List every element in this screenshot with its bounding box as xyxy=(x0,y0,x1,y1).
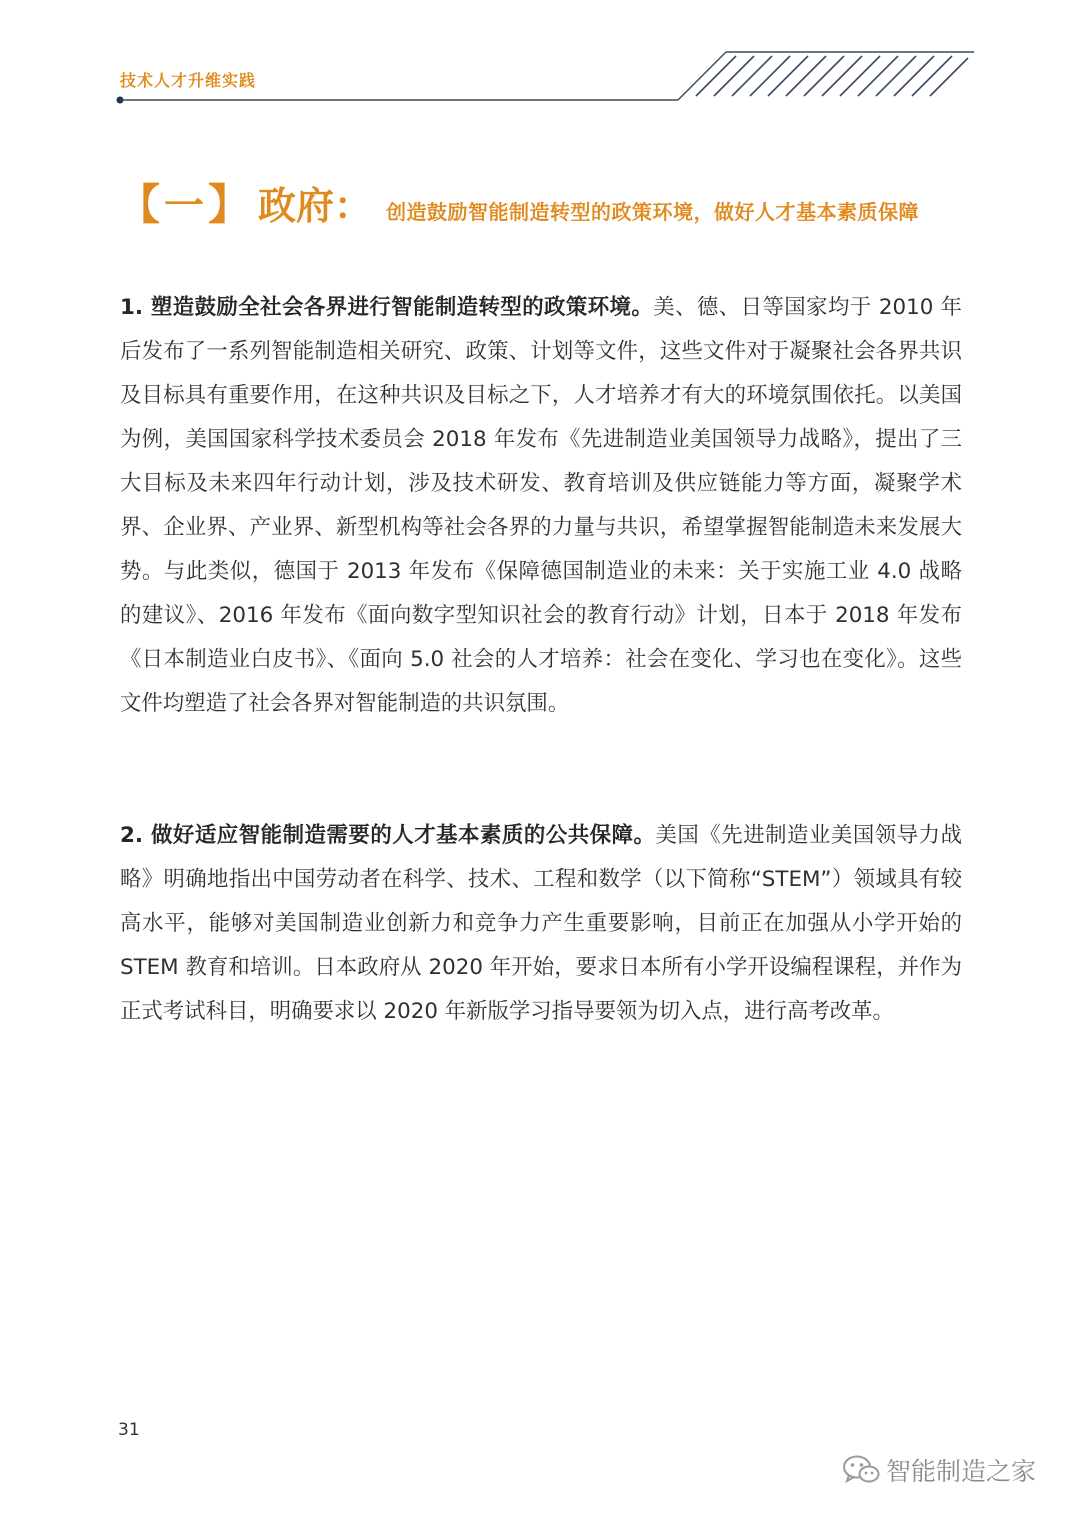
bracket-open: 【 xyxy=(118,180,161,229)
header-decoration xyxy=(116,96,980,108)
paragraph-2-lead: 2. 做好适应智能制造需要的人才基本素质的公共保障。 xyxy=(120,823,656,848)
paragraph-1-lead: 1. 塑造鼓励全社会各界进行智能制造转型的政策环境。 xyxy=(120,295,654,320)
section-title: 政府 xyxy=(258,184,335,228)
paragraph-1 xyxy=(120,286,962,726)
page-number: 31 xyxy=(118,1420,140,1440)
section-colon: ： xyxy=(334,184,373,228)
bracket-close: 】 xyxy=(208,180,251,229)
header-title: 技术人才升维实践 xyxy=(120,71,257,90)
paragraph-2 xyxy=(120,814,962,1034)
section-subtitle: 创造鼓励智能制造转型的政策环境，做好人才基本素质保障 xyxy=(386,200,920,224)
paragraph-1-body: 美、德、日等国家均于 2010 年后发布了一系列智能制造相关研究、政策、计划等文件，这些文件对于凝聚社会各界共识及目标具有重要作用，在这种共识及目标之下，人才培养才有大的环境氛围依托。以美国为例，美国国家科学技术委员会 2018 年发布《先进制造业美国领导力战略》，提出了三大目标及未来四年行动计划，涉及技术研发、教育培训及供应链能力等方面，凝聚学术界、企业界、产业界、新型机构等社会各界的力量与共识，希望掌握智能制造未来发展大势。与此类似，德国于 2013 年发布《保障德国制造业的未来：关于实施工业 4.0 战略的建议》、2016 年发布《面向数字型知识社会的教育行动》计划，日本于 2018 年发布《日本制造业白皮书》、《面向 5.0 社会的人才培养：社会在变化、学习也在变化》。这些文件均塑造了社会各界对智能制造的共识氛围。 xyxy=(120,295,962,716)
watermark-text: 智能制造之家 xyxy=(886,1457,1037,1486)
section-number: 一 xyxy=(164,183,205,229)
paragraph-2-body: 美国《先进制造业美国领导力战略》明确地指出中国劳动者在科学、技术、工程和数学（以下简称“STEM”）领域具有较高水平，能够对美国制造业创新力和竞争力产生重要影响，目前正在加强从小学开始的 STEM 教育和培训。日本政府从 2020 年开始，要求日本所有小学开设编程课程，并作为正式考试科目，明确要求以 2020 年新版学习指导要领为切入点，进行高考改革。 xyxy=(120,823,962,1024)
section-heading xyxy=(118,172,919,228)
watermark xyxy=(842,1452,1036,1488)
wechat-icon xyxy=(842,1454,880,1486)
